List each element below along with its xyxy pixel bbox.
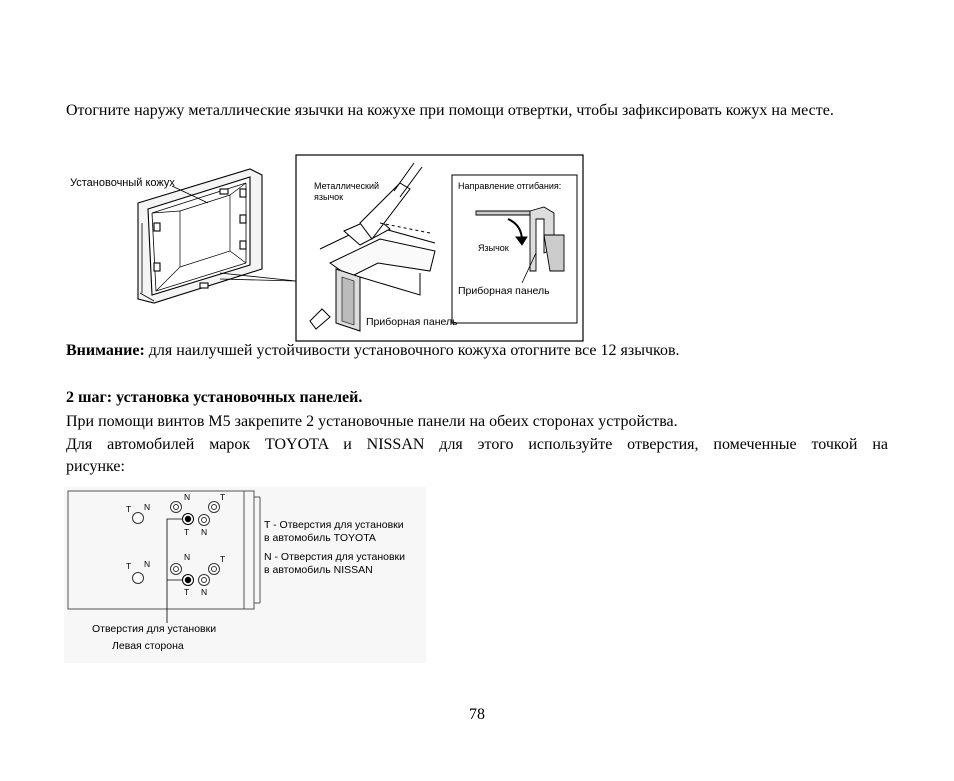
mount-holes-figure — [64, 487, 426, 663]
hole-t-bottom — [209, 564, 220, 575]
dashboard-label-right: Приборная панель — [458, 285, 550, 297]
bend-direction-label: Направление отгибания: — [458, 181, 562, 191]
legend-toyota-1: T - Отверстия для установки — [264, 519, 404, 531]
mount-sleeve-label: Установочный кожух — [70, 177, 175, 189]
hole-plain — [133, 513, 144, 524]
label-n-bottom: N — [184, 552, 191, 562]
attention-label: Внимание: — [66, 342, 145, 359]
hole-plain-bottom — [133, 573, 144, 584]
intro-paragraph: Отогните наружу металлические язычки на кожухе при помощи отвертки, чтобы зафиксировать кожух на месте. — [66, 102, 834, 119]
step2-heading: 2 шаг: установка установочных панелей. — [66, 389, 363, 406]
legend-nissan-2: в автомобиль NISSAN — [264, 564, 373, 576]
metal-tab-label-1: Металлический — [314, 181, 380, 191]
label-t-bottom-under: T — [184, 587, 190, 597]
legend-toyota-2: в автомобиль TOYOTA — [264, 532, 376, 544]
page-number: 78 — [469, 706, 485, 723]
hole-n-bottom — [171, 564, 182, 575]
label-t-bottom-left: T — [126, 561, 132, 571]
label-n-top-left: N — [144, 502, 151, 512]
dashboard-label-bottom: Приборная панель — [366, 316, 458, 328]
tab-label: Язычок — [478, 243, 509, 253]
legend-nissan-1: N - Отверстия для установки — [264, 551, 406, 563]
label-n-bottom-left: N — [144, 559, 151, 569]
label-t-top: T — [220, 492, 226, 502]
label-n-top: N — [184, 492, 191, 502]
hole-nissan-bottom — [199, 575, 210, 586]
mount-sleeve-illustration — [138, 169, 296, 303]
hole-n — [171, 502, 182, 513]
hole-nissan — [199, 515, 210, 526]
step2-line1: При помощи винтов М5 закрепите 2 установочные панели на обеих сторонах устройства. — [66, 413, 678, 430]
mount-sleeve-figure — [60, 153, 586, 345]
label-n-top-under: N — [201, 527, 208, 537]
caption-line-2: Левая сторона — [112, 640, 184, 652]
hole-t — [209, 502, 220, 513]
step2-line2a: Для автомобилей марок TOYOTA и NISSAN для этого используйте отверстия, помеченные точкой на — [66, 436, 888, 453]
label-t-bottom: T — [220, 554, 226, 564]
label-t-top-under: T — [184, 527, 190, 537]
attention-paragraph — [66, 340, 888, 362]
attention-text: для наилучшей устойчивости установочного кожуха отогните все 12 язычков. — [144, 342, 680, 359]
caption-line-1: Отверстия для установки — [92, 623, 217, 635]
label-t-top-left: T — [126, 504, 132, 514]
metal-tab-label-2: язычок — [314, 192, 344, 202]
label-n-bottom-under: N — [201, 587, 208, 597]
step2-line2b: рисунке: — [66, 458, 125, 475]
